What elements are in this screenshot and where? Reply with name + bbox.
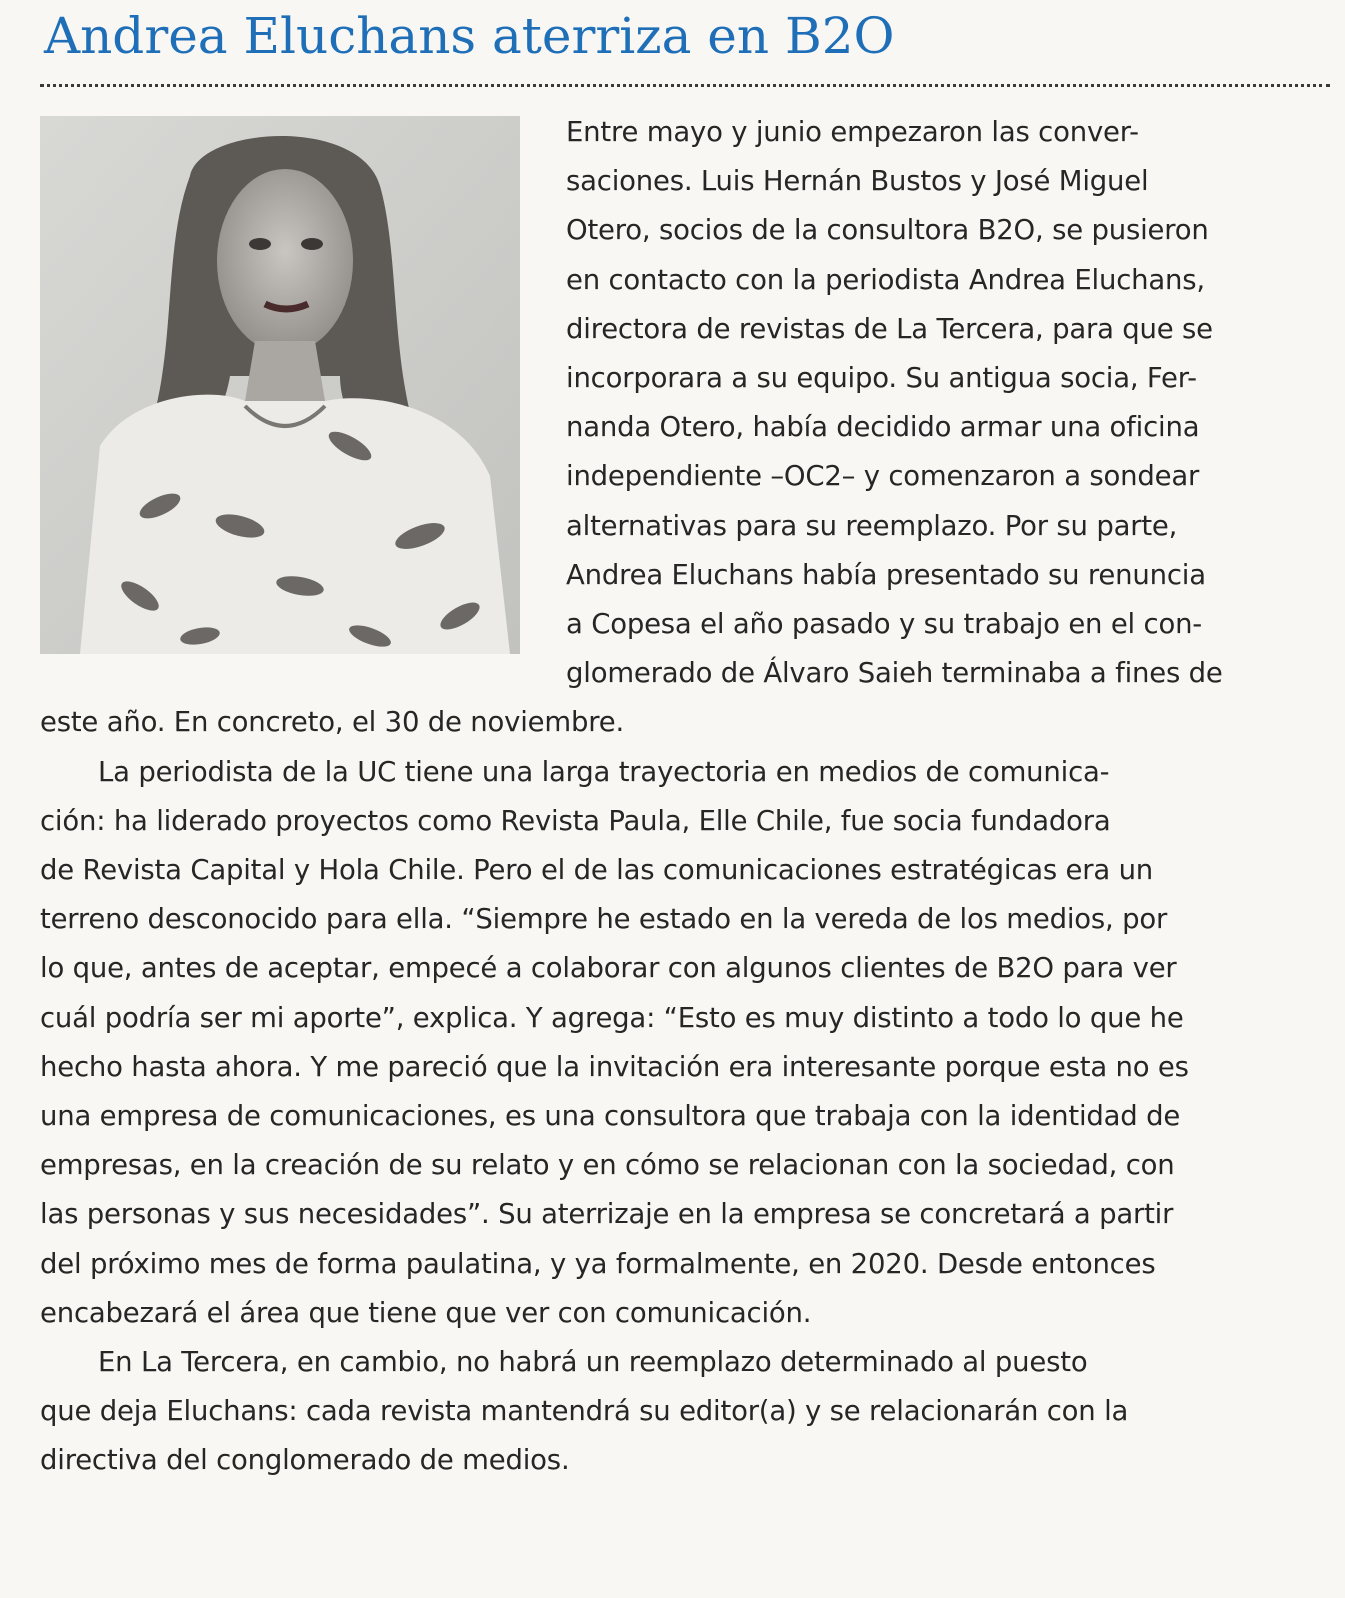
- paragraph-1-line: Andrea Eluchans había presentado su renuncia: [566, 558, 1206, 591]
- paragraph-1-line: glomerado de Álvaro Saieh terminaba a fines de: [566, 657, 1223, 690]
- portrait-image: [40, 116, 520, 654]
- paragraph-1-line: directora de revistas de La Tercera, para que se: [566, 312, 1213, 345]
- paragraph-2-line: las personas y sus necesidades”. Su aterrizaje en la empresa se concretará a partir: [40, 1198, 1174, 1231]
- article-body: [40, 108, 1330, 1486]
- paragraph-2-line: una empresa de comunicaciones, es una consultora que trabaja con la identidad de: [40, 1100, 1181, 1133]
- paragraph-1-line: en contacto con la periodista Andrea Eluchans,: [566, 263, 1205, 296]
- paragraph-1-line: nanda Otero, había decidido armar una oficina: [566, 411, 1200, 444]
- paragraph-1-line: saciones. Luis Hernán Bustos y José Miguel: [566, 165, 1149, 198]
- paragraph-3-line: En La Tercera, en cambio, no habrá un reemplazo determinado al puesto: [98, 1346, 1088, 1379]
- paragraph-1-line: alternativas para su reemplazo. Por su parte,: [566, 509, 1178, 542]
- portrait-photo: [40, 116, 520, 654]
- paragraph-2-line: del próximo mes de forma paulatina, y ya formalmente, en 2020. Desde entonces: [40, 1247, 1156, 1280]
- paragraph-2-line: ción: ha liderado proyectos como Revista Paula, Elle Chile, fue socia fundadora: [40, 804, 1111, 837]
- paragraph-1-line: independiente –OC2– y comenzaron a sondear: [566, 460, 1200, 493]
- paragraph-2-line: La periodista de la UC tiene una larga trayectoria en medios de comunica-: [98, 755, 1110, 788]
- paragraph-3-line: que deja Eluchans: cada revista mantendrá su editor(a) y se relacionarán con la: [40, 1395, 1129, 1428]
- dotted-divider: [40, 84, 1330, 87]
- paragraph-2-line: cuál podría ser mi aporte”, explica. Y agrega: “Esto es muy distinto a todo lo que he: [40, 1001, 1184, 1034]
- paragraph-1-line: Otero, socios de la consultora B2O, se pusieron: [566, 214, 1209, 247]
- paragraph-3-line: directiva del conglomerado de medios.: [40, 1444, 570, 1477]
- paragraph-2-line: hecho hasta ahora. Y me pareció que la invitación era interesante porque esta no es: [40, 1050, 1189, 1083]
- paragraph-2-line: de Revista Capital y Hola Chile. Pero el de las comunicaciones estratégicas era un: [40, 854, 1154, 887]
- paragraph-2-line: encabezará el área que tiene que ver con comunicación.: [40, 1296, 812, 1329]
- article-headline: Andrea Eluchans aterriza en B2O: [44, 7, 895, 65]
- paragraph-1-line: este año. En concreto, el 30 de noviembre.: [40, 706, 624, 739]
- paragraph-2-line: terreno desconocido para ella. “Siempre he estado en la vereda de los medios, por: [40, 903, 1168, 936]
- paragraph-2-line: empresas, en la creación de su relato y en cómo se relacionan con la sociedad, con: [40, 1149, 1175, 1182]
- paragraph-1-line: incorporara a su equipo. Su antigua socia, Fer-: [566, 362, 1197, 395]
- paragraph-1-line: Entre mayo y junio empezaron las conver-: [566, 116, 1139, 148]
- paragraph-2-line: lo que, antes de aceptar, empecé a colaborar con algunos clientes de B2O para ver: [40, 952, 1177, 985]
- paragraph-1-line: a Copesa el año pasado y su trabajo en el con-: [566, 608, 1203, 641]
